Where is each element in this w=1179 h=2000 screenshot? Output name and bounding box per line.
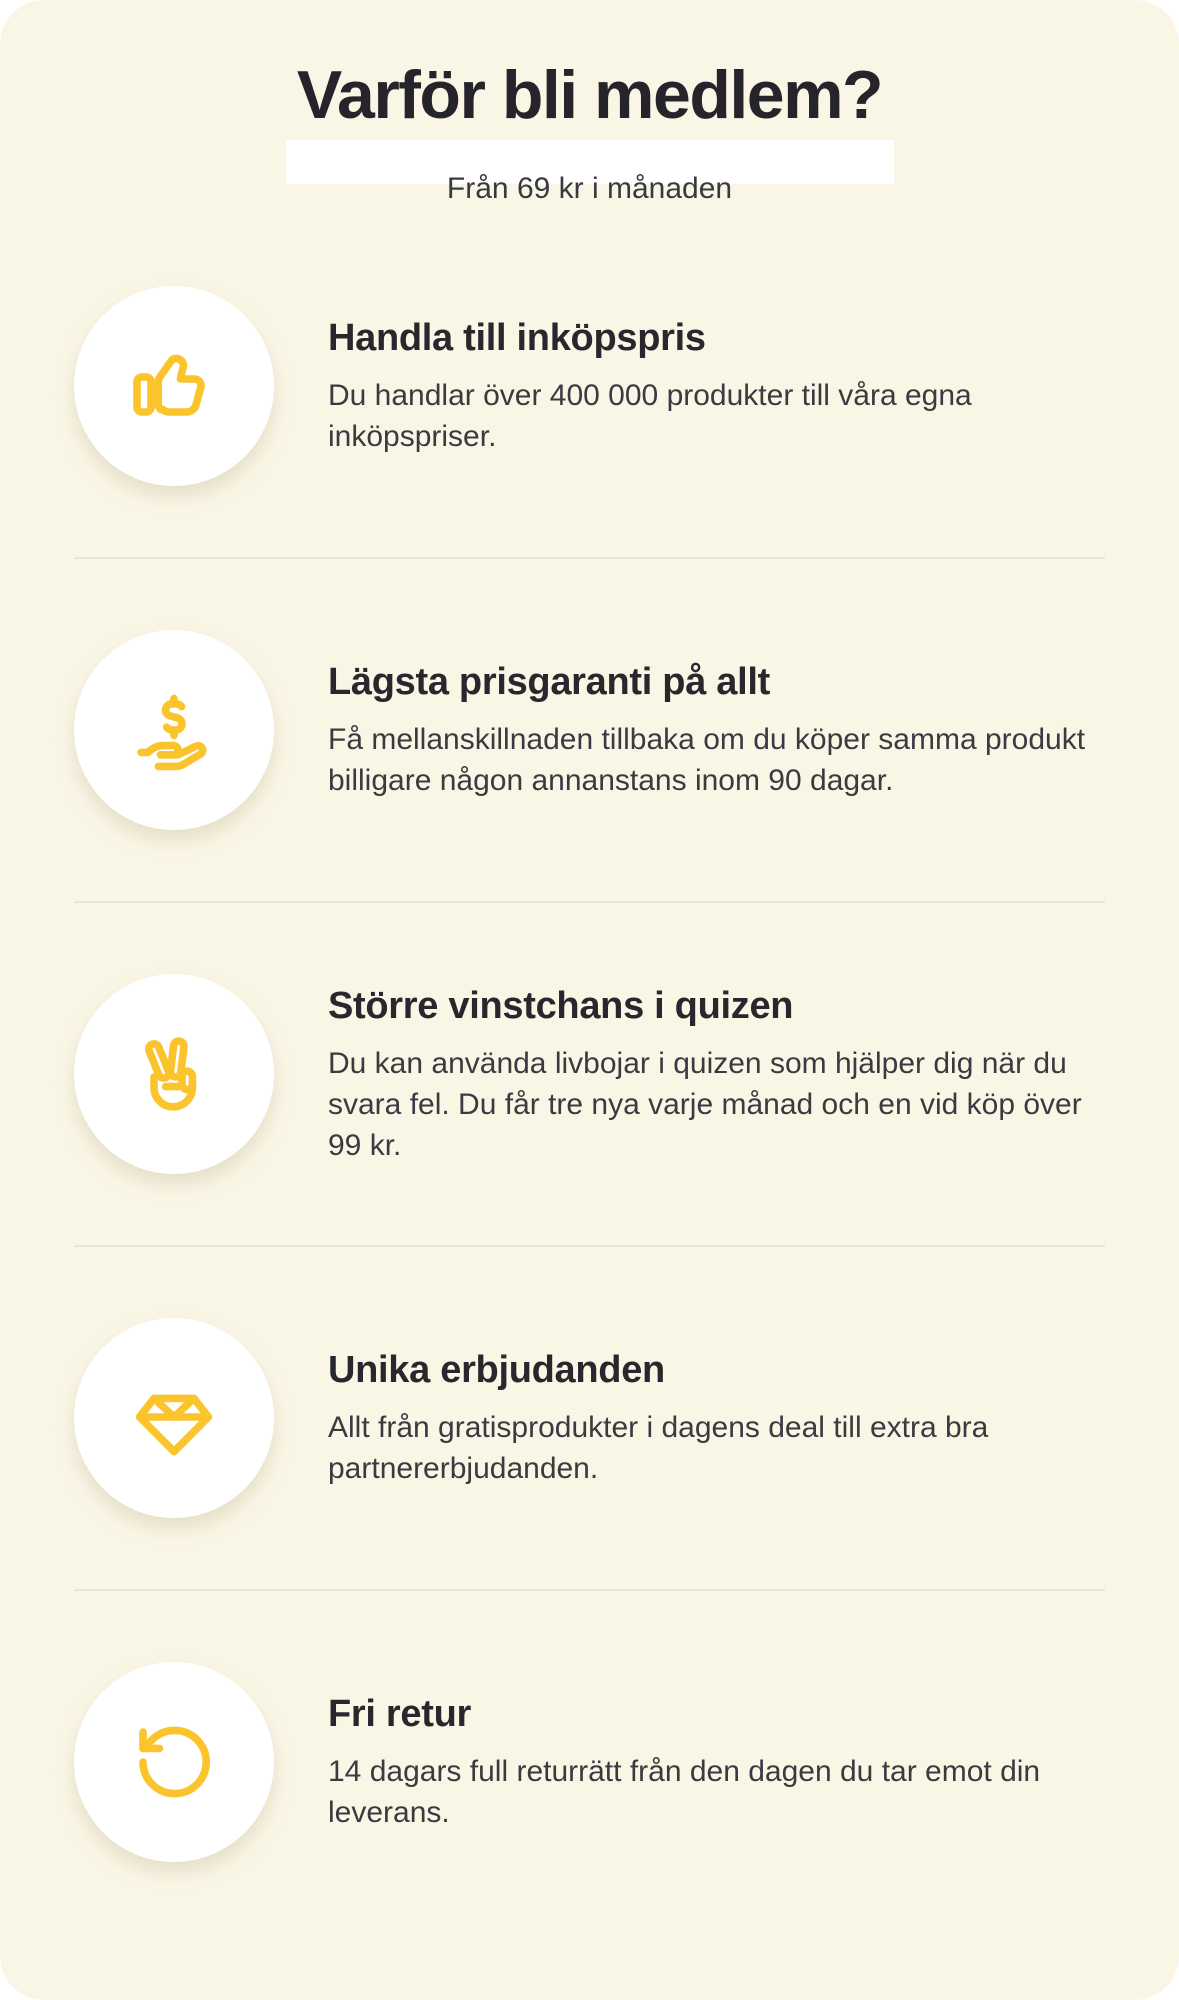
divider: [74, 1245, 1105, 1247]
benefit-text: [328, 1347, 1105, 1489]
benefit-icon-circle: [74, 630, 274, 830]
benefit-text: [328, 315, 1105, 457]
benefit-description: Få mellanskillnaden tillbaka om du köper samma produkt billigare någon annanstans inom 90 dagar.: [328, 723, 1086, 797]
victory-hand-icon: [126, 1026, 222, 1122]
header: [74, 56, 1105, 208]
benefit-icon-circle: [74, 974, 274, 1174]
benefit-text: [328, 659, 1105, 801]
benefit-title: Lägsta prisgaranti på allt: [328, 661, 770, 703]
benefit-description: Du kan använda livbojar i quizen som hjälper dig när du svara fel. Du får tre nya varje månad och en vid köp över 99 kr.: [328, 1046, 1082, 1162]
benefit-row-erbjudanden: [74, 1318, 1105, 1518]
benefit-icon-circle: [74, 1662, 274, 1862]
page-title: Varför bli medlem?: [296, 57, 883, 133]
rotate-ccw-icon: [126, 1714, 222, 1810]
benefit-row-quizen: [74, 974, 1105, 1174]
divider: [74, 557, 1105, 559]
benefit-row-fri-retur: [74, 1662, 1105, 1862]
benefit-row-prisgaranti: [74, 630, 1105, 830]
thumbs-up-icon: [126, 338, 222, 434]
benefit-text: [328, 983, 1105, 1166]
divider: [74, 901, 1105, 903]
hand-dollar-icon: [126, 682, 222, 778]
benefit-description: 14 dagars full returrätt från den dagen du tar emot din leverans.: [328, 1755, 1041, 1829]
benefit-title: Större vinstchans i quizen: [328, 984, 794, 1027]
page-subtitle: Från 69 kr i månaden: [446, 172, 733, 205]
benefit-text: [328, 1691, 1105, 1833]
benefit-description: Du handlar över 400 000 produkter till våra egna inköpspriser.: [328, 379, 972, 453]
benefit-title: Fri retur: [328, 1693, 471, 1735]
benefit-icon-circle: [74, 1318, 274, 1518]
benefit-icon-circle: [74, 286, 274, 486]
gem-icon: [126, 1370, 222, 1466]
benefit-title: Handla till inköpspris: [328, 317, 706, 359]
divider: [74, 1589, 1105, 1591]
benefit-title: Unika erbjudanden: [328, 1349, 665, 1391]
benefit-description: Allt från gratisprodukter i dagens deal till extra bra partnererbjudanden.: [328, 1411, 989, 1485]
benefit-row-inkopspris: [74, 286, 1105, 486]
